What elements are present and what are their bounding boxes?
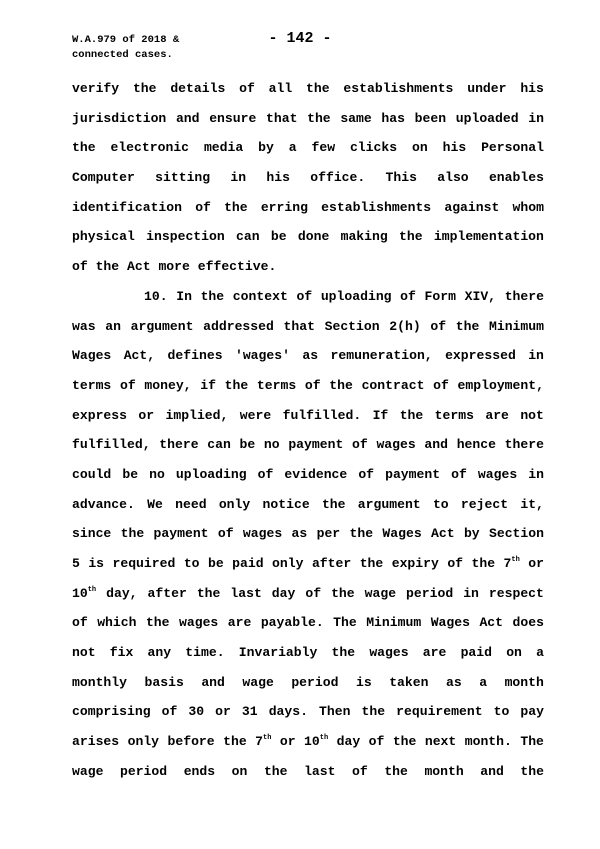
word: only	[127, 734, 160, 750]
word: has	[381, 110, 405, 126]
word-base: 7	[255, 734, 263, 750]
word: of	[430, 318, 447, 334]
word: We	[147, 496, 163, 512]
word: of	[433, 377, 449, 393]
word: the	[263, 763, 288, 779]
word: can	[207, 437, 231, 453]
word: that	[266, 110, 298, 126]
word: not	[520, 407, 544, 423]
word: Section	[488, 526, 544, 542]
word: pay	[520, 704, 544, 720]
word: Computer	[72, 170, 135, 186]
word: 30	[188, 704, 205, 720]
word: of	[368, 734, 385, 750]
word: does	[512, 615, 544, 631]
word: also	[437, 170, 469, 186]
word: Personal	[481, 140, 544, 156]
word: 'wages'	[234, 348, 290, 364]
word: day,	[106, 585, 138, 601]
word: Minimum	[488, 318, 544, 334]
word: and	[201, 674, 225, 690]
text-line	[72, 733, 544, 763]
word: period	[291, 674, 339, 690]
word: Act	[479, 615, 504, 631]
word: more	[158, 259, 190, 275]
word: defines	[167, 348, 223, 364]
word: is	[88, 556, 105, 571]
text-line	[72, 436, 544, 466]
word: Act	[431, 526, 455, 542]
word: done	[297, 229, 330, 245]
word: the	[306, 81, 330, 96]
word: ends	[183, 763, 216, 779]
word: of	[352, 437, 368, 453]
word: in	[463, 585, 479, 601]
word: expiry	[391, 556, 439, 571]
word: sitting	[155, 170, 211, 186]
word: which	[97, 615, 137, 631]
text-line	[72, 555, 544, 585]
word: to	[493, 704, 510, 720]
word: XIV,	[464, 288, 497, 304]
word: before	[167, 734, 215, 750]
word: taken	[389, 674, 429, 690]
word: wages	[477, 466, 518, 482]
word: the	[471, 556, 496, 571]
word: Act,	[123, 348, 156, 364]
word: the	[359, 556, 384, 571]
word: and	[175, 110, 200, 126]
word: the	[223, 734, 247, 750]
ordinal-superscript: th	[87, 585, 97, 594]
word: of	[161, 704, 178, 720]
case-number-header	[72, 33, 232, 63]
word: as	[446, 674, 462, 690]
word-base: 7	[503, 556, 512, 571]
word: implementation	[433, 229, 544, 245]
word: Wages	[382, 526, 422, 542]
text-line	[72, 258, 544, 288]
word	[504, 555, 520, 585]
word: paid	[460, 645, 492, 661]
word: to	[432, 496, 449, 512]
word: on	[231, 763, 248, 779]
word: days.	[268, 704, 308, 720]
word: argument	[130, 318, 194, 334]
word: addressed	[203, 318, 274, 334]
word: arises	[72, 734, 120, 750]
word: wages	[179, 615, 219, 631]
word: terms	[72, 377, 112, 393]
word: 5	[72, 556, 80, 571]
ordinal-superscript: th	[319, 734, 329, 743]
word: 31	[241, 704, 258, 720]
word: that	[283, 318, 315, 334]
word: the	[399, 229, 423, 245]
word: the	[399, 407, 424, 423]
word: there	[159, 437, 199, 453]
word: of	[72, 615, 88, 631]
word: establishments	[321, 199, 432, 215]
word: and	[480, 763, 504, 779]
word	[304, 733, 328, 763]
word: employment,	[457, 377, 544, 393]
word: the	[392, 734, 417, 750]
word: 2(h)	[389, 318, 421, 334]
word: on	[412, 140, 428, 156]
word: or	[215, 704, 231, 720]
word: the	[520, 763, 544, 779]
word: If	[372, 407, 389, 423]
word: payment	[385, 466, 441, 482]
word: month	[504, 674, 544, 690]
word: argument	[357, 496, 421, 512]
text-line	[72, 466, 544, 496]
word: there	[504, 288, 544, 304]
case-number-line-1: W.A.979 of 2018 &	[72, 34, 180, 46]
word: of	[358, 466, 375, 482]
word: are	[227, 615, 252, 631]
word: the	[329, 377, 353, 393]
word: details	[170, 81, 226, 96]
word: required	[112, 556, 176, 571]
text-line	[72, 80, 544, 110]
word: of	[352, 763, 368, 779]
text-line	[72, 228, 544, 258]
word: few	[311, 140, 336, 156]
word: his	[266, 170, 290, 186]
word: after	[147, 585, 187, 601]
word: The	[520, 734, 544, 750]
word: whom	[512, 199, 544, 215]
word: last	[304, 763, 336, 779]
word: the	[331, 645, 356, 661]
word: terms	[434, 407, 474, 423]
word: express	[72, 407, 128, 423]
word: the	[120, 526, 145, 542]
word: be	[122, 466, 139, 482]
word: day	[336, 734, 361, 750]
word: the	[224, 377, 249, 393]
word: Invariably	[238, 645, 318, 661]
text-line	[72, 110, 544, 140]
word: wage	[364, 585, 397, 601]
word: by	[463, 526, 480, 542]
word: the	[145, 615, 170, 631]
word: wages	[242, 526, 283, 542]
word: the	[361, 704, 386, 720]
ordinal-superscript: th	[511, 556, 520, 564]
word: be	[239, 437, 256, 453]
text-line	[72, 674, 544, 704]
word: is	[355, 674, 372, 690]
word: a	[288, 140, 297, 156]
word: of	[305, 585, 322, 601]
word: all	[268, 81, 293, 96]
word: physical	[72, 229, 135, 245]
word: his	[520, 81, 544, 96]
word: be	[270, 229, 287, 245]
word: evidence	[284, 466, 348, 482]
page-number: - 142 -	[268, 30, 332, 47]
word: of	[257, 466, 274, 482]
word: in	[528, 466, 544, 482]
word: of	[195, 199, 211, 215]
word: paid	[232, 556, 264, 571]
word: of	[451, 466, 467, 482]
word: month.	[464, 734, 512, 750]
text-line	[72, 347, 544, 377]
word: not	[72, 645, 96, 661]
word: fulfilled,	[72, 437, 151, 453]
text-line	[72, 377, 544, 407]
text-line	[72, 703, 544, 733]
word: effective.	[197, 259, 277, 275]
word: fix	[109, 645, 134, 661]
word: fulfilled.	[282, 407, 362, 423]
word: inspection	[146, 229, 225, 245]
word: need	[175, 496, 207, 512]
word: Form	[424, 288, 456, 304]
word: Section	[324, 318, 380, 334]
word: no	[263, 437, 280, 453]
word: making	[340, 229, 388, 245]
word: and	[424, 437, 448, 453]
word: under	[467, 81, 507, 96]
word: verify	[72, 81, 120, 96]
word: the	[307, 110, 331, 126]
word: time.	[185, 645, 225, 661]
text-line	[72, 763, 544, 793]
word: media	[203, 140, 244, 156]
judgment-body-text	[72, 80, 544, 793]
word: the	[384, 763, 408, 779]
word	[255, 733, 271, 763]
word: payment	[288, 437, 344, 453]
word: payment	[153, 526, 209, 542]
word: notice	[262, 496, 310, 512]
word: in	[528, 348, 544, 364]
word: of	[304, 377, 321, 393]
word: wage	[72, 763, 104, 779]
word: 10.	[144, 288, 168, 304]
word: The	[333, 615, 357, 631]
word: Wages	[72, 348, 112, 364]
word: monthly	[72, 674, 128, 690]
word: per	[316, 526, 341, 542]
word: reject	[460, 496, 509, 512]
word: wage	[242, 674, 274, 690]
word: remuneration,	[330, 348, 433, 364]
case-number-line-2: connected cases.	[72, 49, 173, 61]
word: any	[147, 645, 172, 661]
word: implied,	[165, 407, 229, 423]
word: or	[138, 407, 155, 423]
word: comprising	[72, 704, 151, 720]
word: since	[72, 526, 112, 542]
word: the	[349, 526, 374, 542]
word: no	[149, 466, 165, 482]
word-base: 10	[72, 585, 88, 601]
word: requirement	[396, 704, 483, 720]
word: the	[196, 585, 221, 601]
word: his	[442, 140, 467, 156]
word: by	[258, 140, 274, 156]
word: contract	[361, 377, 425, 393]
word: of	[72, 259, 88, 275]
text-line	[72, 644, 544, 674]
word: Then	[319, 704, 351, 720]
text-line	[72, 585, 544, 615]
text-line	[72, 496, 544, 526]
text-line	[72, 318, 544, 348]
word: of	[239, 81, 255, 96]
word: terms	[256, 377, 297, 393]
word: or	[279, 734, 296, 750]
word: respect	[488, 585, 544, 601]
word: on	[506, 645, 522, 661]
word: the	[224, 199, 248, 215]
word: if	[200, 377, 216, 393]
word: as	[302, 348, 319, 364]
text-line	[72, 169, 544, 199]
word: This	[385, 170, 417, 186]
text-line	[72, 139, 544, 169]
word: expressed	[445, 348, 516, 364]
word: day	[271, 585, 296, 601]
word: uploading	[175, 466, 247, 482]
word: of	[217, 526, 234, 542]
word: are	[485, 407, 509, 423]
text-line	[72, 525, 544, 555]
word: the	[95, 259, 120, 275]
word: Minimum	[366, 615, 422, 631]
word: office.	[310, 170, 366, 186]
word: electronic	[110, 140, 190, 156]
word: establishments	[343, 81, 454, 96]
word: to	[183, 556, 200, 571]
word: was	[72, 318, 96, 334]
word: identification	[72, 199, 183, 215]
word: Wages	[430, 615, 470, 631]
word: after	[311, 556, 352, 571]
word: of	[119, 377, 136, 393]
word: uploaded	[455, 110, 519, 126]
word: the	[200, 288, 225, 304]
word: the	[331, 585, 355, 601]
word: it,	[520, 496, 544, 512]
word-base: 10	[304, 734, 320, 750]
word: month	[424, 763, 464, 779]
word: of	[447, 556, 464, 571]
word: of	[296, 288, 313, 304]
word: erring	[260, 199, 308, 215]
word: a	[536, 645, 544, 661]
word: money,	[144, 377, 192, 393]
word: the	[72, 140, 96, 156]
word: advance.	[72, 496, 135, 512]
word: jurisdiction	[72, 110, 167, 126]
word: are	[422, 645, 447, 661]
word	[72, 585, 96, 615]
word: be	[207, 556, 224, 571]
word: the	[455, 318, 480, 334]
text-line	[72, 407, 544, 437]
word: wages	[376, 437, 416, 453]
word: in	[230, 170, 247, 186]
word: enables	[488, 170, 544, 186]
word: could	[72, 466, 112, 482]
word: context	[232, 288, 288, 304]
word: there	[504, 437, 544, 453]
word: wages	[369, 645, 409, 661]
word: a	[479, 674, 488, 690]
word: can	[236, 229, 260, 245]
word: only	[218, 496, 251, 512]
word: as	[291, 526, 308, 542]
word: next	[424, 734, 457, 750]
word: only	[272, 556, 304, 571]
word: an	[105, 318, 121, 334]
text-line	[72, 614, 544, 644]
word: payable.	[260, 615, 324, 631]
word: period	[119, 763, 168, 779]
word: uploading	[320, 288, 392, 304]
text-line	[72, 288, 544, 318]
word: the	[321, 496, 346, 512]
word: basis	[144, 674, 184, 690]
word: clicks	[349, 140, 398, 156]
word: ensure	[209, 110, 257, 126]
word: Act	[127, 259, 151, 275]
word: or	[528, 556, 544, 571]
word: In	[176, 288, 192, 304]
word: in	[528, 110, 544, 126]
word: last	[230, 585, 262, 601]
word: same	[340, 110, 372, 126]
word: against	[444, 199, 500, 215]
word: hence	[456, 437, 496, 453]
word: period	[406, 585, 454, 601]
text-line	[72, 199, 544, 229]
word: were	[239, 407, 272, 423]
ordinal-superscript: th	[263, 734, 272, 743]
word: been	[414, 110, 447, 126]
word: the	[132, 81, 157, 96]
word: of	[400, 288, 416, 304]
